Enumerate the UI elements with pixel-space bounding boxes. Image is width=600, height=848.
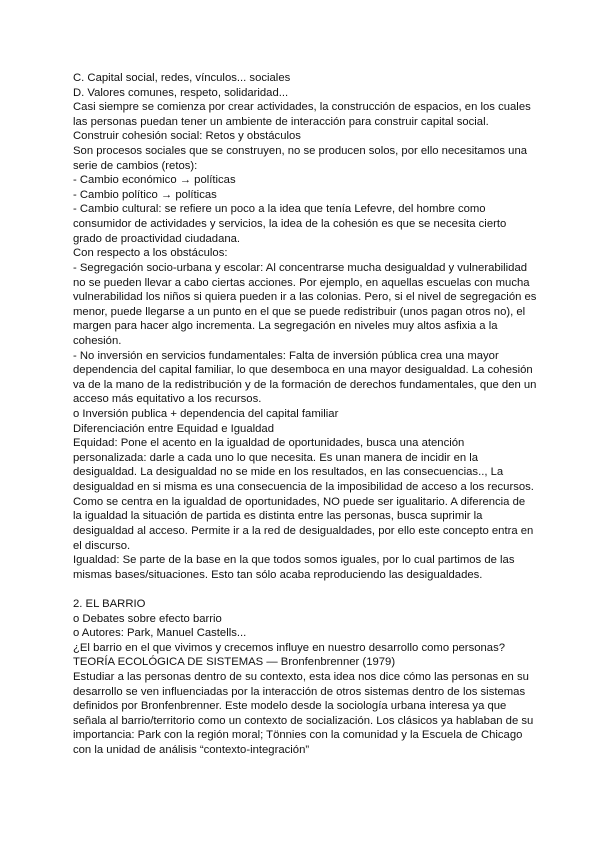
blank-line [73,582,531,597]
text-line: - Cambio económico → políticas [73,174,236,187]
text-line: D. Valores comunes, respeto, solidaridad... [73,86,289,99]
text-line: serie de cambios (retos): [73,159,198,172]
text-line: o Inversión publica + dependencia del capital familiar [73,408,339,421]
text-line: Estudiar a las personas dentro de su contexto, esta idea nos dice cómo las personas en su [73,670,529,683]
text-line: Con respecto a los obstáculos: [73,247,228,260]
text-line: desarrollo se ven influenciadas por la interacción de otros sistemas dentro de los sistemas [73,685,526,698]
text-line: Equidad: Pone el acento en la igualdad de oportunidades, busca una atención [73,437,465,450]
text-line: - Cambio político → políticas [73,188,217,201]
text-line: o Autores: Park, Manuel Castells... [73,627,247,640]
text-line: Como se centra en la igualdad de oportunidades, NO puede ser igualitario. A diferencia de [73,495,526,508]
text-line: Casi siempre se comienza por crear actividades, la construcción de espacios, en los cuales [73,101,531,114]
text-line: margen para hacer algo incrementa. La segregación en niveles muy altos asfixia a la [73,320,498,333]
text-line: acceso más equitativo a los recursos. [73,393,262,406]
text-line: definidos por Bronfenbrenner. Este modelo desde la sociología urbana interesa ya que [73,700,507,713]
text-line: consumidor de actividades y servicios, la idea de la cohesión es que se necesita cierto [73,218,507,231]
text-line: desigualdad al acceso. Permite ir a la red de desigualdades, por ello este concepto entra en [73,524,534,537]
text-line: con la unidad de análisis “contexto-integración” [73,744,310,757]
text-line: dependencia del capital familiar, lo que desemboca en una mayor desigualdad. La cohesión [73,364,533,377]
text-line: TEORÍA ECOLÓGICA DE SISTEMAS — Bronfenbrenner (1979) [73,656,396,669]
text-line: Son procesos sociales que se construyen, no se producen solos, por ello necesitamos una [73,145,528,158]
text-line: grado de proactividad ciudadana. [73,232,241,245]
text-line: las personas puedan tener un ambiente de interacción para construir capital social. [73,115,489,128]
text-line: Diferenciación entre Equidad e Igualdad [73,422,274,435]
text-line: mismas bases/situaciones. Esto tan sólo acaba reproduciendo las desigualdades. [73,568,483,581]
text-line: va de la mano de la redistribución y de la formación de derechos fundamentales, que den un [73,378,537,391]
text-line: desigualdad. La desigualdad no se mide en los resultados, en las consecuencias.., La [73,466,504,479]
text-line: - No inversión en servicios fundamentales: Falta de inversión pública crea una mayor [73,349,499,362]
document-page [73,71,537,758]
text-line: señala al barrio/territorio como un contexto de socialización. Los clásicos ya hablaban de su [73,714,534,727]
text-line: C. Capital social, redes, vínculos... sociales [73,72,291,84]
text-line: cohesión. [73,334,122,347]
text-line: ¿El barrio en el que vivimos y crecemos influye en nuestro desarrollo como personas? [73,641,505,654]
text-line: 2. EL BARRIO [73,597,146,610]
text-line: personalizada: darle a cada uno lo que necesita. Es unan manera de incidir en la [73,451,479,464]
text-line: vulnerabilidad los niños si quiera pueden ir a las colonias. Pero, si el nivel de segregación es [73,291,537,304]
text-line: - Cambio cultural: se refiere un poco a la idea que tenía Lefevre, del hombre como [73,203,486,216]
text-line: - Segregación socio-urbana y escolar: Al concentrarse mucha desigualdad y vulnerabilidad [73,261,528,274]
text-line: el discurso. [73,539,131,552]
text-line: desigualdad en si misma es una consecuencia de la imposibilidad de acceso a los recursos. [73,481,534,494]
text-line: la igualdad la situación de partida es distinta entre las personas, busca suprimir la [73,510,483,523]
text-line: Construir cohesión social: Retos y obstáculos [73,130,301,143]
text-line: o Debates sobre efecto barrio [73,612,222,625]
text-line: importancia: Park con la región moral; Tönnies con la comunidad y la Escuela de Chicago [73,729,523,742]
text-line: menor, puede llegarse a un punto en el que se puede redistribuir (unos pagan otros no), el [73,305,526,318]
text-line: no se pueden llevar a cabo ciertas acciones. Por ejemplo, en aquellas escuelas con mucha [73,276,530,289]
text-line: Igualdad: Se parte de la base en la que todos somos iguales, por lo cual partimos de las [73,554,515,567]
